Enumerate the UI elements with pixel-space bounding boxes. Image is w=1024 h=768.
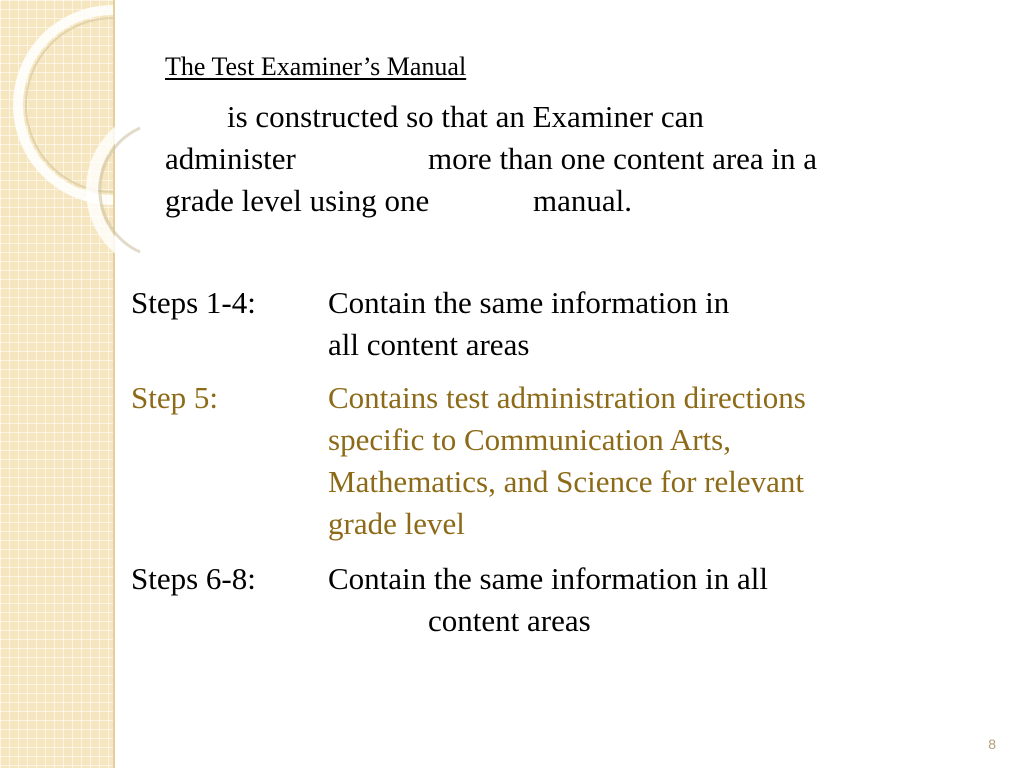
step-text-1-4 <box>328 282 729 366</box>
step-text-6-8 <box>328 558 768 642</box>
step-6-8-text-2: content areas <box>428 603 591 638</box>
step-5-line-1: Contains test administration directions <box>328 380 806 415</box>
intro-text-3b: manual. <box>533 183 632 218</box>
intro-line-2 <box>165 138 817 180</box>
intro-text-3a: grade level using one <box>165 183 430 218</box>
intro-text-1: is constructed so that an Examiner can <box>227 99 704 134</box>
step-label-1-4: Steps 1-4: <box>131 285 256 320</box>
step-6-8-line-1: Contain the same information in all <box>328 561 768 596</box>
intro-line-1 <box>165 96 817 138</box>
step-label-5: Step 5: <box>131 380 218 415</box>
intro-line-3 <box>165 180 817 222</box>
step-5-line-2: specific to Communication Arts, <box>328 422 731 457</box>
intro-text-2b: more than one content area in a <box>428 141 818 176</box>
intro-text-2a: administer <box>165 141 296 176</box>
page-number: 8 <box>988 736 996 752</box>
slide-title: The Test Examiner’s Manual <box>165 52 467 81</box>
step-5-line-3: Mathematics, and Science for relevant <box>328 464 804 499</box>
step-1-4-line-1: Contain the same information in <box>328 285 730 320</box>
step-6-8-line-2 <box>328 600 768 642</box>
step-label-6-8: Steps 6-8: <box>131 561 256 596</box>
intro-paragraph <box>165 96 817 222</box>
step-text-5 <box>328 377 806 545</box>
step-5-line-4: grade level <box>328 506 465 541</box>
step-1-4-line-2: all content areas <box>328 327 530 362</box>
